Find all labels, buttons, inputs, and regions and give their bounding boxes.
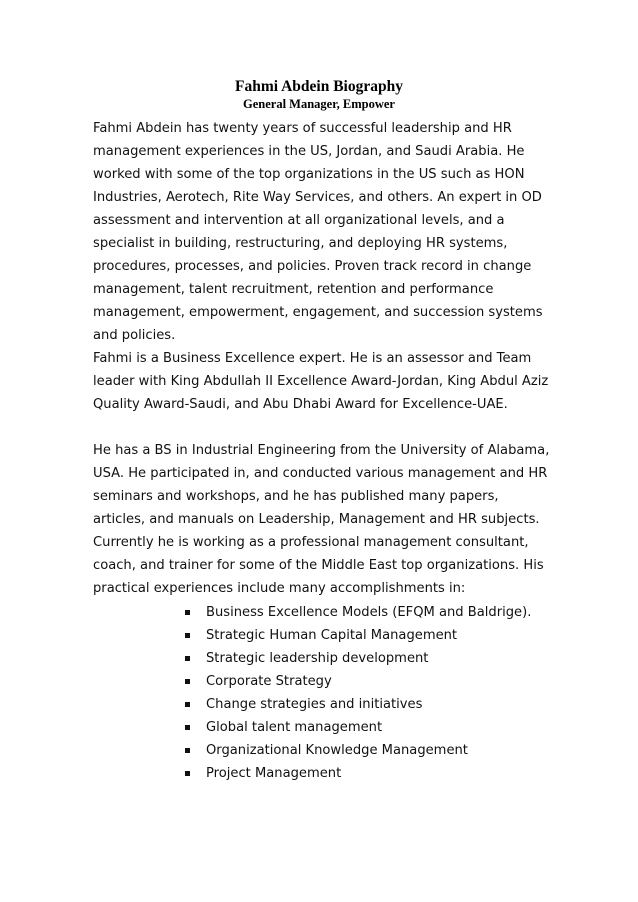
document-subtitle: General Manager, Empower [243, 97, 395, 111]
bio-paragraph-education: He has a BS in Industrial Engineering from the University of Alabama, USA. He participated in, and conducted various management and HR seminars and workshops, and he has published many papers, articles, and manuals on Leadership, Management and HR subjects. Currently he is working as a professional management consultant, coach, and trainer for some of the Middle East top organizations. His practical experiences include many accomplishments in: [93, 443, 550, 596]
list-item-text: Project Management [206, 766, 342, 781]
list-item [185, 601, 531, 624]
list-item [185, 739, 531, 762]
list-item-text: Global talent management [206, 720, 383, 735]
square-bullet-icon [185, 771, 190, 776]
list-item [185, 647, 531, 670]
accomplishments-list [185, 601, 531, 785]
list-item-text: Organizational Knowledge Management [206, 743, 468, 758]
square-bullet-icon [185, 656, 190, 661]
document-title: Fahmi Abdein Biography [235, 78, 403, 95]
square-bullet-icon [185, 702, 190, 707]
list-item-text: Strategic Human Capital Management [206, 628, 458, 643]
list-item-text: Strategic leadership development [206, 651, 429, 666]
list-item [185, 624, 531, 647]
bio-paragraph-experience: Fahmi Abdein has twenty years of successful leadership and HR management experiences in the US, Jordan, and Saudi Arabia. He worked with some of the top organizations in the US such as HON Industries, Aerotech, Rite Way Services, and others. An expert in OD assessment and intervention at all organizational levels, and a specialist in building, restructuring, and deploying HR systems, procedures, processes, and policies. Proven track record in change management, talent recruitment, retention and performance management, empowerment, engagement, and succession systems and policies. [93, 121, 543, 343]
square-bullet-icon [185, 679, 190, 684]
list-item [185, 693, 531, 716]
document-header [0, 77, 638, 112]
square-bullet-icon [185, 748, 190, 753]
list-item-text: Change strategies and initiatives [206, 697, 423, 712]
list-item-text: Corporate Strategy [206, 674, 332, 689]
list-item [185, 716, 531, 739]
square-bullet-icon [185, 633, 190, 638]
list-item [185, 762, 531, 785]
list-item [185, 670, 531, 693]
bio-paragraph-excellence: Fahmi is a Business Excellence expert. He is an assessor and Team leader with King Abdullah II Excellence Award-Jordan, King Abdul Aziz Quality Award-Saudi, and Abu Dhabi Award for Excellence-UAE. [93, 351, 549, 412]
square-bullet-icon [185, 610, 190, 615]
square-bullet-icon [185, 725, 190, 730]
list-item-text: Business Excellence Models (EFQM and Baldrige). [206, 605, 532, 620]
